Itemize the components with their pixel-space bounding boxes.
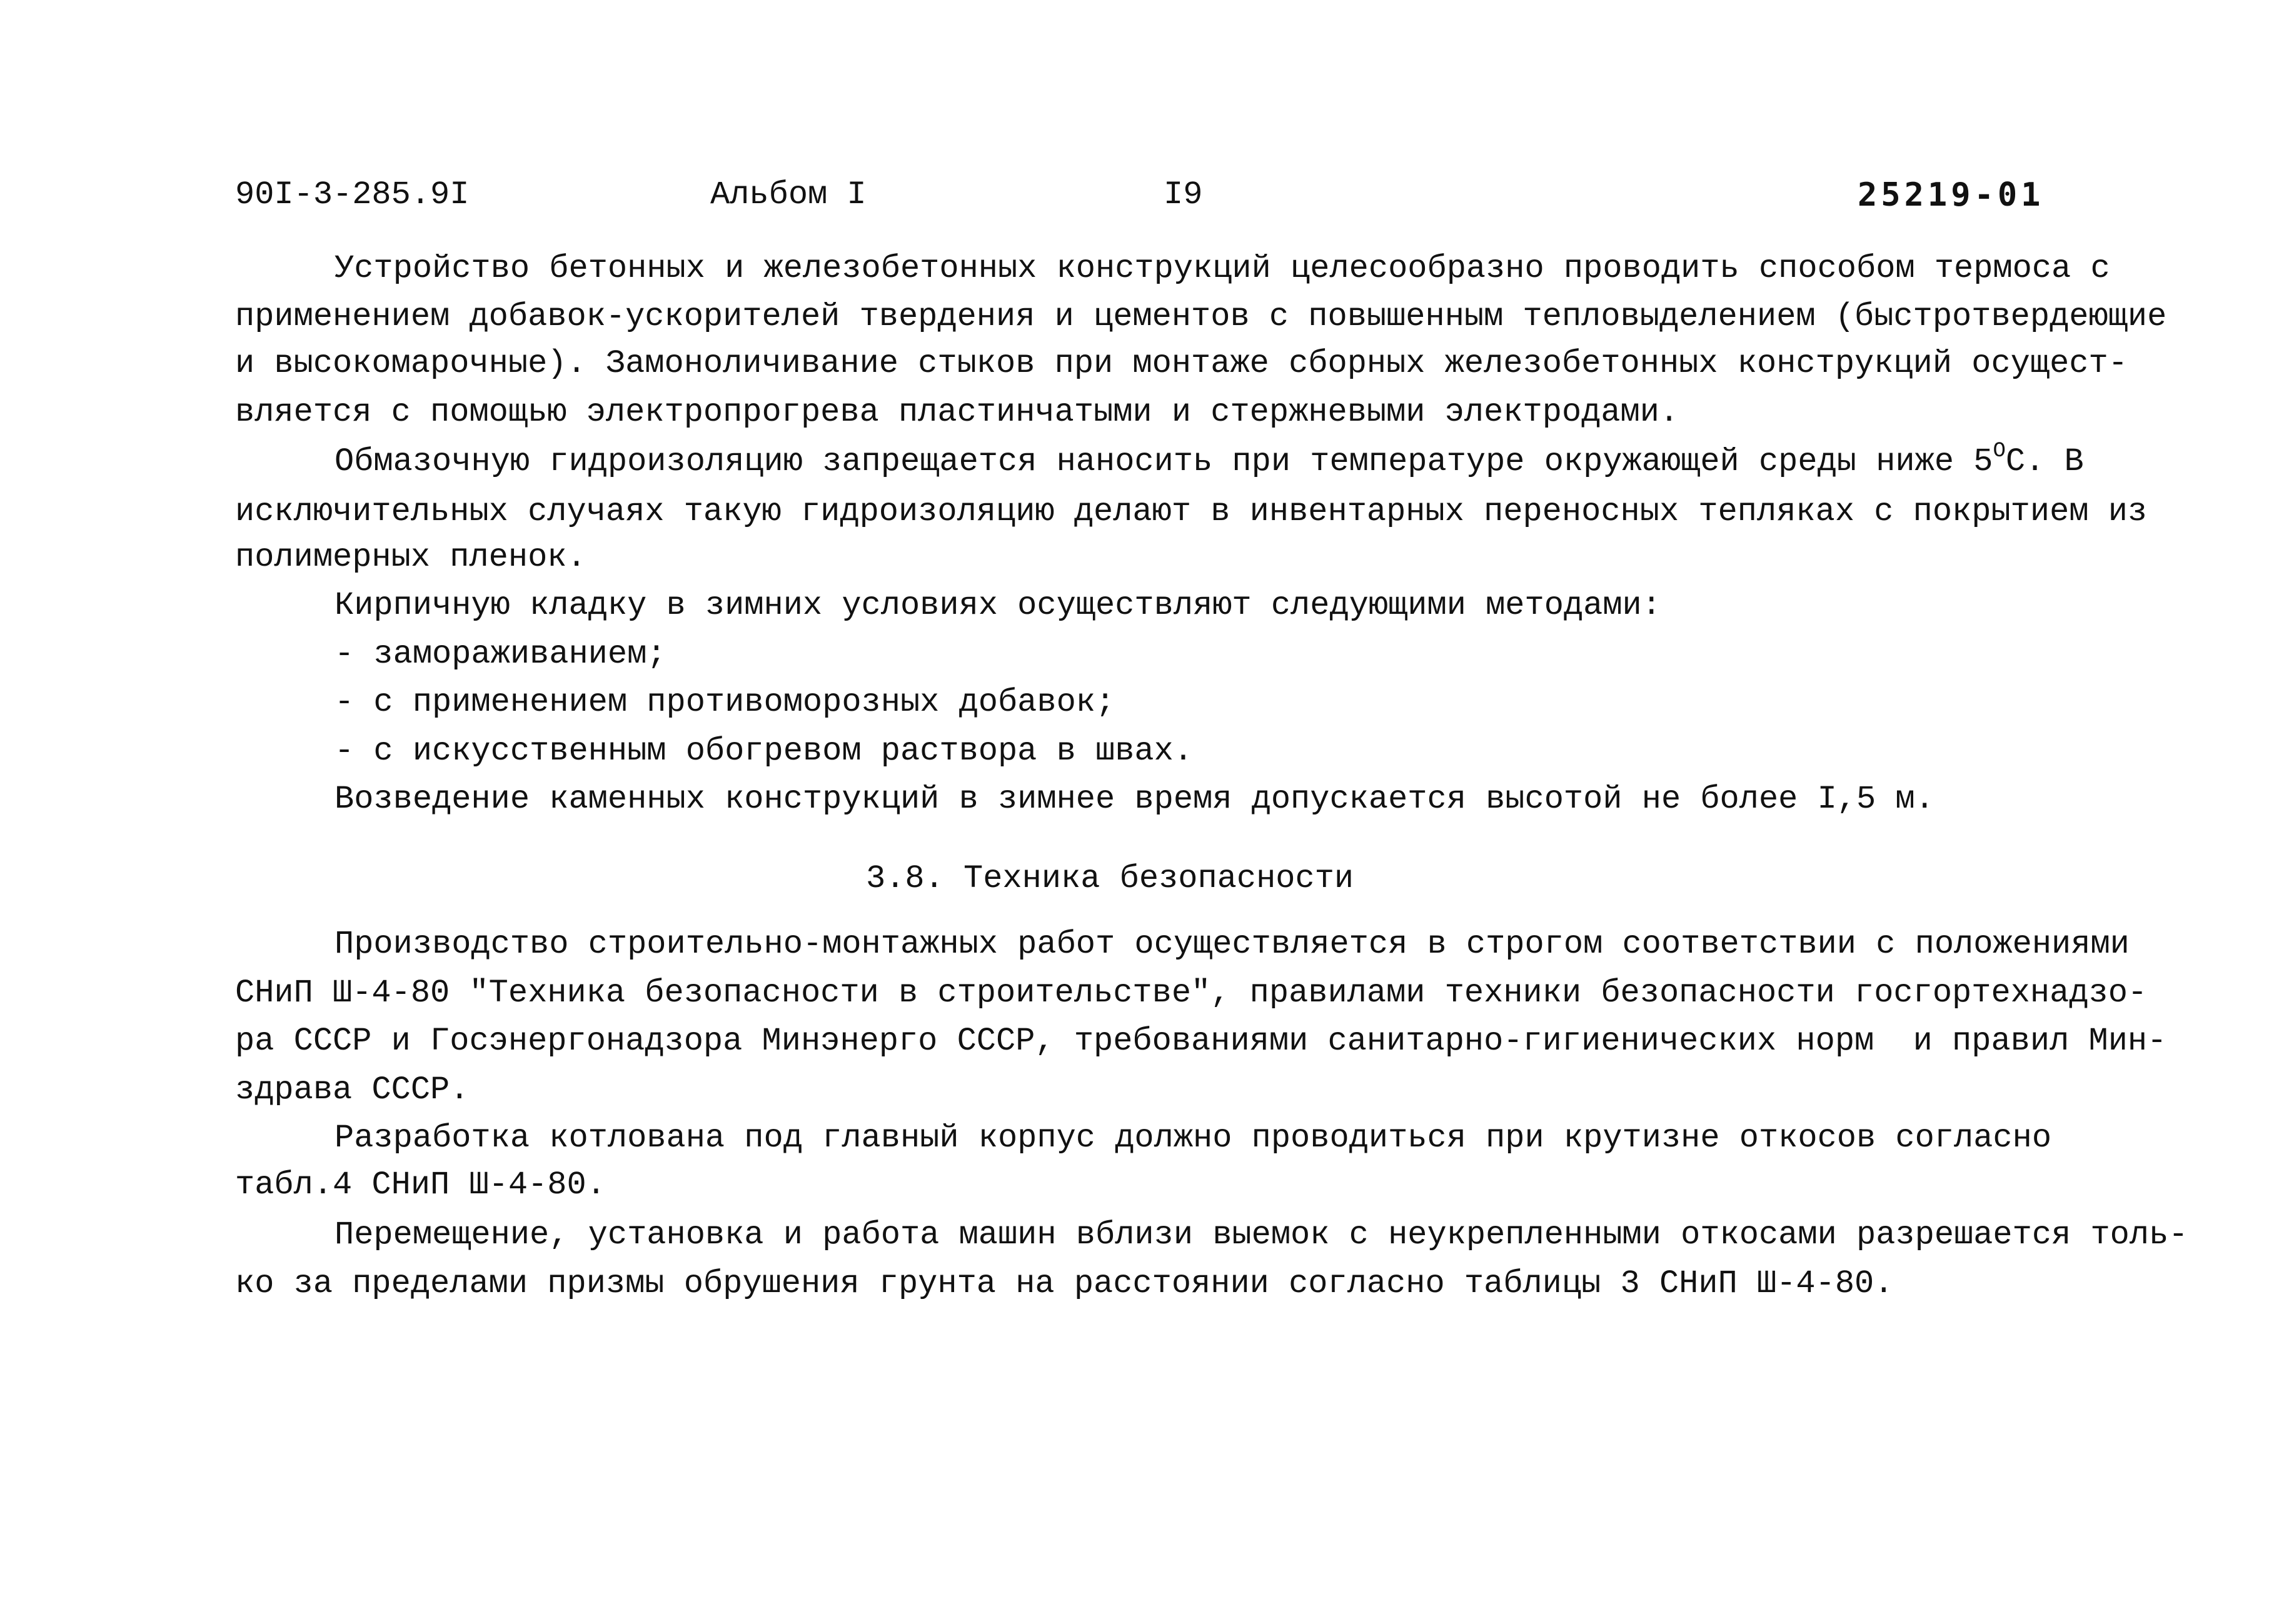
text-line: здрава СССР. <box>235 1071 470 1108</box>
text-line: применением добавок-ускорителей твердения и цементов с повышенным тепловыделением (быстротвердеющие <box>235 298 2167 335</box>
album-label: Альбом I <box>710 176 867 213</box>
list-item: - с применением противоморозных добавок; <box>335 684 1115 721</box>
text-segment: Обмазочную гидроизоляцию запрещается наносить при температуре окружающей среды ниже 5 <box>335 443 1993 480</box>
text-segment: С. В <box>2005 443 2084 480</box>
text-line: СНиП Ш-4-80 "Техника безопасности в строительстве", правилами техники безопасности госгортехнадзо- <box>235 975 2148 1011</box>
text-line: табл.4 СНиП Ш-4-80. <box>235 1166 606 1203</box>
text-line: Производство строительно-монтажных работ осуществляется в строгом соответствии с положениями <box>335 926 2130 963</box>
page-number: I9 <box>1164 176 1203 213</box>
text-line: ра СССР и Госэнергонадзора Минэнерго СССР, требованиями санитарно-гигиенических норм и правил Мин- <box>235 1023 2167 1060</box>
text-line <box>335 441 2084 483</box>
document-code: 90I-3-285.9I <box>235 176 470 213</box>
text-line: Возведение каменных конструкций в зимнее время допускается высотой не более I,5 м. <box>335 781 1934 818</box>
text-line: полимерных пленок. <box>235 539 586 576</box>
text-line: вляется с помощью электропрогрева пластинчатыми и стержневыми электродами. <box>235 394 1679 431</box>
text-line: Перемещение, установка и работа машин вблизи выемок с неукрепленными откосами разрешается толь- <box>335 1216 2188 1253</box>
list-item: - замораживанием; <box>335 636 667 673</box>
text-line: Разработка котлована под главный корпус должно проводиться при крутизне откосов согласно <box>335 1120 2052 1156</box>
section-heading: 3.8. Техника безопасности <box>866 860 1354 897</box>
text-line: Кирпичную кладку в зимних условиях осуществляют следующими методами: <box>335 587 1661 624</box>
text-line: Устройство бетонных и железобетонных конструкций целесообразно проводить способом термоса с <box>335 250 2110 287</box>
text-line: ко за пределами призмы обрушения грунта на расстоянии согласно таблицы 3 СНиП Ш-4-80. <box>235 1265 1894 1302</box>
degree-superscript: O <box>1993 439 2006 463</box>
text-line: исключительных случаях такую гидроизоляцию делают в инвентарных переносных тепляках с покрытием из <box>235 493 2148 530</box>
list-item: - с искусственным обогревом раствора в швах. <box>335 733 1194 769</box>
inventory-stamp-number: 25219-01 <box>1858 176 2045 214</box>
text-line: и высокомарочные). Замоноличивание стыков при монтаже сборных железобетонных конструкций осущест- <box>235 345 2128 382</box>
